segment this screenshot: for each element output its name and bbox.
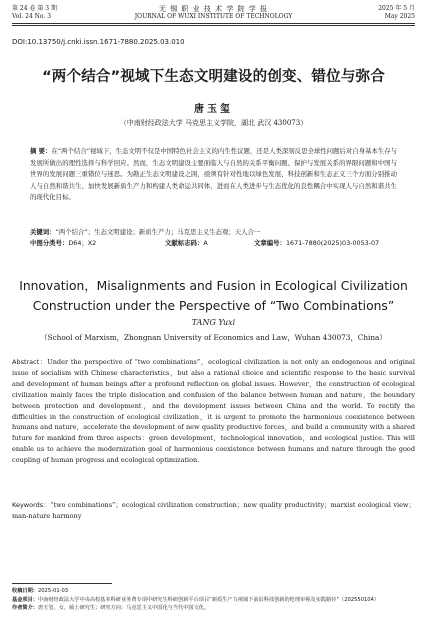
footnote-rule [12, 583, 112, 584]
clc-number: 中图分类号：D64；X2 [30, 239, 97, 247]
header-journal-cn: 无 锡 职 业 技 术 学 院 学 报 [158, 5, 269, 13]
header-volume-en: Vol. 24 No. 3 [12, 13, 52, 20]
footnote-received: 收稿日期：2025-01-03 [12, 588, 69, 594]
abstract-cn-text: 在“两个结合”视域下，生态文明不仅是中国特色社会主义的内生性议题，还是人类深刻反思全球性问题后对自身基本生存与发展所做出的理性选择与科学回应。然而，生态文明建设主要面临人与自然的关系平衡问题、保护与发展关系的界限问题和中国与世界的发展问题三重错位与迷思。为勘正生态文明建设之困，亟须有针对性地以绿色发展、科技创新和生态正义三个方面分别推动人与自然和谐共生、加快发展新质生产力和构建人类命运共同体，进而在人类进步与生态优化的良性耦合中实现人与自然和谐共生的现代化目标。 [30, 147, 397, 202]
keywords-cn-label: 关键词： [30, 228, 56, 236]
abstract-en [12, 357, 415, 466]
affiliation-en: （School of Marxism，Zhongnan University of Economics and Law，Wuhan 430073，China） [40, 333, 387, 342]
running-header [12, 5, 415, 25]
header-journal [12, 5, 415, 21]
header-date-en: May 2025 [384, 13, 415, 20]
header-journal-en: JOURNAL OF WUXI INSTITUTE OF TECHNOLOGY [134, 13, 293, 20]
doi: DOI:10.13750/j.cnki.issn.1671-7880.2025.03.010 [12, 38, 185, 46]
author-en: TANG Yuxi [191, 318, 236, 327]
abstract-cn [30, 146, 397, 204]
title-en [0, 276, 427, 316]
footnote-author-bio: 作者简介：唐玉玺，女，硕士研究生；研究方向：马克思主义中国化与当代中国文化。 [12, 605, 210, 612]
author-cn: 唐玉玺 [194, 104, 233, 115]
header-volume-cn: 第 24 卷 第 3 期 [12, 5, 57, 12]
header-rule-bottom [12, 25, 415, 26]
keywords-en-text: “two combinations”；ecological civilization construction；new quality productivity；marxist ecological view；man-nature harmony [12, 501, 415, 520]
document-code: 文献标志码：A [165, 239, 208, 247]
keywords-cn-text: “两个结合”；生态文明建设；新质生产力；马克思主义生态观；天人合一 [55, 228, 261, 236]
abstract-en-label: Abstract： [12, 358, 48, 366]
header-date-cn: 2025 年 5 月 [378, 5, 415, 12]
title-en-line1: Innovation，Misalignments and Fusion in Ecological Civilization [19, 279, 408, 293]
title-en-line2: Construction under the Perspective of “Two Combinations” [32, 299, 395, 313]
abstract-cn-label: 摘 要： [30, 147, 52, 155]
footnote-fund: 基金项目：中南财经政法大学中央高校基本科研业务费专项中研究生科研创新平台项目“新质生产力视域下前沿科技创新的伦理审视及实践路径”（202550104） [12, 596, 380, 603]
header-date [378, 5, 415, 21]
abstract-en-text: Under the perspective of “two combinations”，ecological civilization is not only an endogenous and original issue of socialism with Chinese characteristics，but also a rational choice and scientific response to the basic survival and development of human beings after a profound reflection on global issues. However，the construction of ecological civilization mainly faces the triple dislocation and confusion of the balance between human and nature，the boundary between protection and development，and the development issues between China and the world. To rectify the difficulties in the construction of ecological civilization，it is urgent to promote the harmonious coexistence between humans and nature，accelerate the development of new quality productive forces，and build a community with a shared future for mankind from three aspects：green development，technological innovation，and ecological justice. This will enable us to achieve the modernization goal of harmonious coexistence between humans and nature through the good coupling of human progress and ecological optimization. [12, 358, 415, 465]
keywords-en [12, 500, 415, 522]
title-cn: “两个结合”视域下生态文明建设的创变、错位与弥合 [42, 69, 385, 85]
keywords-cn [30, 228, 397, 237]
keywords-en-label: Keywords： [12, 501, 51, 509]
footnotes [12, 587, 415, 613]
affiliation-cn: （中南财经政法大学 马克思主义学院，湖北 武汉 430073） [119, 119, 308, 127]
article-number: 文章编号：1671-7880(2025)03-0053-07 [254, 239, 380, 247]
header-rule-top [12, 23, 415, 24]
